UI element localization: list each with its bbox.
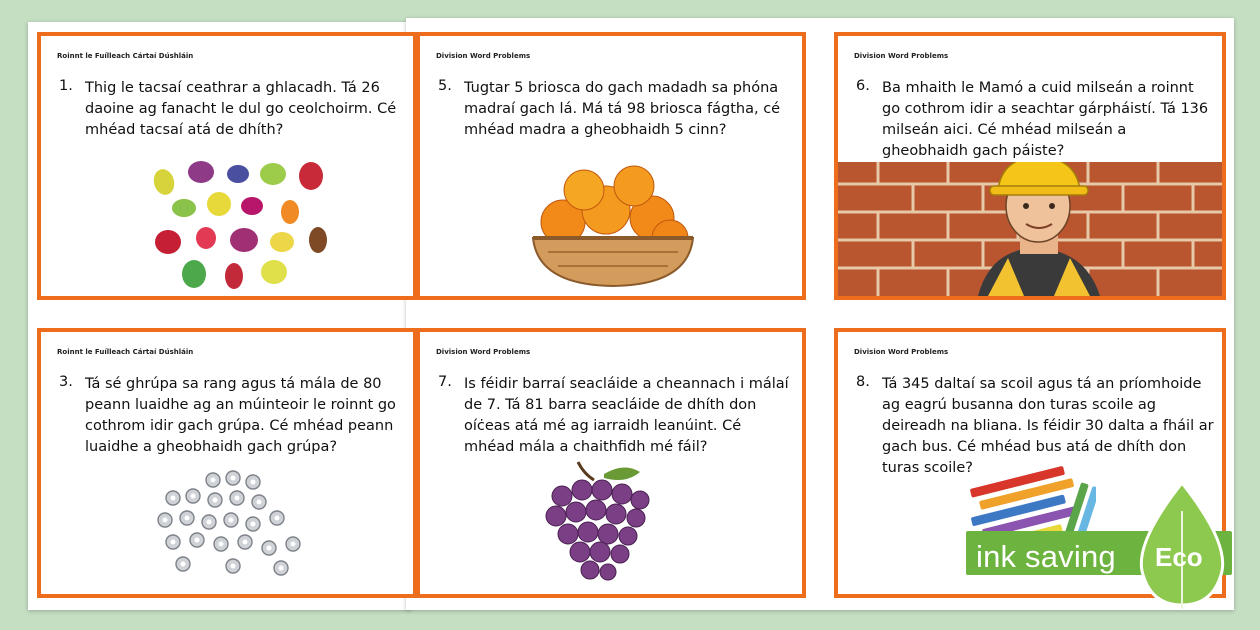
card-number: 6. [856, 78, 870, 94]
card-number: 1. [59, 78, 73, 94]
card-question: Is féidir barraí seacláide a cheannach i málaí de 7. Tá 81 barra seacláide de dhíth don oíċeas atá mé ag iarraidh leanúint. Cé mhéad mála a chaithfidh mé fáil? [464, 376, 789, 455]
card-question: Tugtar 5 briosca do gach madadh sa phóna madraí gach lá. Má tá 98 briosca fágtha, cé mhéad madra a gheobhaidh 5 cinn? [464, 80, 781, 138]
card-number: 3. [59, 374, 73, 390]
card-number: 7. [438, 374, 452, 390]
card-header: Division Word Problems [436, 52, 531, 60]
task-card-6 [834, 32, 1226, 300]
task-card-3 [37, 328, 417, 598]
card-number: 5. [438, 78, 452, 94]
card-header: Division Word Problems [436, 348, 531, 356]
task-card-7 [416, 328, 806, 598]
eco-badge-text: ink saving [976, 539, 1116, 574]
task-card-5 [416, 32, 806, 300]
ink-saving-eco-badge [966, 481, 1242, 597]
card-number: 8. [856, 374, 870, 390]
card-question: Tá sé ghrúpa sa rang agus tá mála de 80 peann luaidhe ag an múinteoir le roinnt go cothrom idir gach grúpa. Cé mhéad peann luaidhe a gheobhaidh gach grúpa? [85, 376, 396, 455]
grapes-picture [544, 460, 654, 588]
card-header: Roinnt le Fuílleach Cártaí Dúshláin [57, 52, 194, 60]
card-header: Division Word Problems [854, 348, 949, 356]
builder-brick-wall-picture [838, 162, 1222, 296]
card-question: Thig le tacsaí ceathrar a ghlacadh. Tá 26 daoine ag fanacht le dul go ceolchoirm. Cé mhéad tacsaí atá de dhíth? [85, 80, 397, 138]
card-question: Ba mhaith le Mamó a cuid milseán a roinnt go cothrom idir a seachtar gárpháistí. Tá 136 milseán aici. Cé mhéad milseán a gheobhaidh gach páiste? [882, 80, 1209, 159]
card-question: Tá 345 daltaí sa scoil agus tá an príomhoide ag eagrú busanna don turas scoile ag deireadh na bliana. Is féidir 30 dalta a fháil ar gach bus. Cé mhéad bus atá de dhíth don turas scoile? [882, 376, 1214, 476]
task-card-1 [37, 32, 417, 300]
eco-leaf-label: Eco [1155, 542, 1203, 572]
metal-nuts-picture [153, 468, 303, 580]
sweets-picture [146, 154, 331, 294]
card-header: Roinnt le Fuílleach Cártaí Dúshláin [57, 348, 194, 356]
card-header: Division Word Problems [854, 52, 949, 60]
oranges-basket-picture [528, 160, 698, 290]
